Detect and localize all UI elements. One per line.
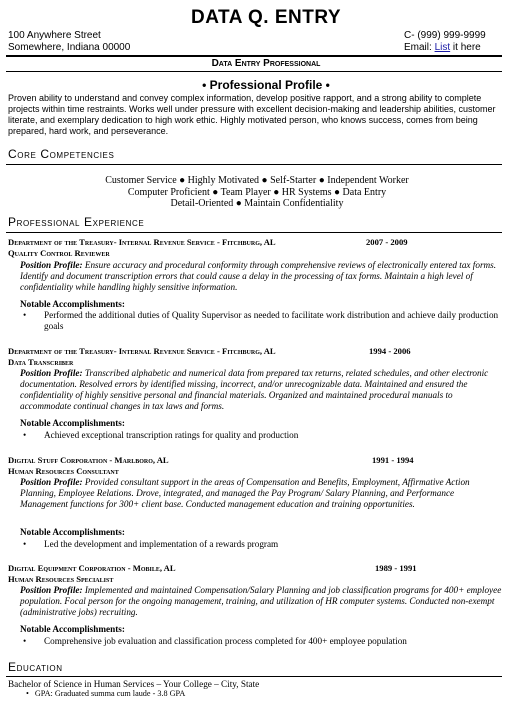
degree-line: Bachelor of Science in Human Services – Your College – City, State bbox=[8, 679, 260, 689]
profile-summary: Proven ability to understand and convey complex information, develop positive rapport, and a strong ability to complete projects within time restraints. Works well under pressure with excellent decision-making and leadership abilities, customer literate, and exemplary dedication to high work ethic. Highly motivated person, who knows success, comes from being prepared, hard work, and perseverance. bbox=[8, 93, 496, 136]
job-employer: Department of the Treasury- Internal Revenue Service - Fitchburg, AL bbox=[8, 237, 276, 247]
competencies-line: Computer Proficient ● Team Player ● HR Systems ● Data Entry bbox=[127, 186, 387, 198]
notable-accomplishments-label: Notable Accomplishments: bbox=[20, 418, 125, 428]
city-state-zip: Somewhere, Indiana 00000 bbox=[8, 42, 131, 53]
competencies-line: Detail-Oriented ● Maintain Confidentiality bbox=[170, 198, 344, 210]
competencies-divider bbox=[6, 164, 502, 165]
job-title: Quality Control Reviewer bbox=[8, 248, 110, 258]
accomplishment-item bbox=[20, 636, 504, 647]
accomplishment-text: Comprehensive job evaluation and classification process completed for 400+ employee population bbox=[44, 636, 407, 646]
position-profile-label: Position Profile: bbox=[20, 585, 83, 595]
position-profile-label: Position Profile: bbox=[20, 477, 83, 487]
header-divider-bottom bbox=[6, 71, 502, 72]
job-employer: Department of the Treasury- Internal Revenue Service - Fitchburg, AL bbox=[8, 346, 276, 356]
experience-divider bbox=[6, 232, 502, 233]
bullet-icon: • bbox=[23, 430, 27, 440]
job-employer: Digital Equipment Corporation - Mobile, AL bbox=[8, 563, 176, 573]
position-profile-text: Ensure accuracy and procedural conformity through comprehensive reviews of electronically entered tax forms. Identify and document transcription errors that could cause a delay in the processing of tax forms. Maintain a high level of confidentiality while handling highly sensitive information. bbox=[20, 260, 497, 292]
education-divider bbox=[6, 676, 502, 677]
notable-accomplishments-label: Notable Accomplishments: bbox=[20, 299, 125, 309]
email-line bbox=[404, 42, 486, 54]
bullet-icon: • bbox=[23, 636, 27, 646]
email-link[interactable]: List bbox=[434, 42, 451, 53]
experience-heading: Professional Experience bbox=[8, 215, 145, 229]
email-label: Email: bbox=[404, 42, 432, 53]
job-dates: 1991 - 1994 bbox=[372, 455, 414, 465]
position-profile-label: Position Profile: bbox=[20, 260, 83, 270]
header-divider-top bbox=[6, 55, 502, 57]
job-title: Human Resources Consultant bbox=[8, 466, 119, 476]
position-profile-text: Provided consultant support in the areas of Compensation and Benefits, Employment, Affirmative Action Planning, Employee Relations. Drove, integrated, and managed the Pay Program/ Salary Planning, and Performance Management functions for 300+ client base. Conducted management education and training opportunities. bbox=[20, 477, 470, 509]
accomplishment-item bbox=[20, 430, 504, 441]
notable-accomplishments-label: Notable Accomplishments: bbox=[20, 527, 125, 537]
phone-number: C- (999) 999-9999 bbox=[404, 30, 486, 41]
accomplishment-text: Led the development and implementation of a rewards program bbox=[44, 539, 279, 549]
accomplishment-text: Achieved exceptional transcription ratings for quality and production bbox=[44, 430, 299, 440]
position-profile-label: Position Profile: bbox=[20, 368, 83, 378]
email-suffix: it here bbox=[452, 42, 481, 53]
job-title: Human Resources Specialist bbox=[8, 574, 114, 584]
job-position-profile bbox=[20, 368, 504, 412]
competencies-line: Customer Service ● Highly Motivated ● Self-Starter ● Independent Worker bbox=[105, 175, 409, 186]
competencies-heading: Core Competencies bbox=[8, 147, 115, 161]
job-employer: Digital Stuff Corporation - Marlboro, AL bbox=[8, 455, 169, 465]
competencies-list bbox=[0, 175, 514, 210]
bullet-icon: • bbox=[23, 310, 27, 320]
education-heading: Education bbox=[8, 660, 63, 674]
job-position-profile bbox=[20, 260, 504, 293]
notable-accomplishments-label: Notable Accomplishments: bbox=[20, 624, 125, 634]
bullet-icon: • bbox=[26, 689, 29, 698]
job-position-profile bbox=[20, 477, 504, 510]
position-profile-text: Transcribed alphabetic and numerical data from prepared tax returns, related schedules, and other electronic documentation. Resolved errors by identified missing, incorrect, and/or unrecognizable data. Maintained and ensured the confidentiality of highly sensitive personal and financial materials. Organized and maintained procedural manuals to accommodate continual changes in tax laws and forms. bbox=[20, 368, 489, 411]
job-dates: 2007 - 2009 bbox=[366, 237, 408, 247]
gpa-text: GPA: Graduated summa cum laude - 3.8 GPA bbox=[34, 689, 186, 698]
contact-block bbox=[404, 30, 486, 54]
accomplishment-text: Performed the additional duties of Quality Supervisor as needed to facilitate work distribution and achieve daily production goals bbox=[44, 310, 499, 331]
profile-heading: • Professional Profile • bbox=[202, 78, 330, 92]
job-dates: 1994 - 2006 bbox=[369, 346, 411, 356]
professional-title: Data Entry Professional bbox=[211, 58, 321, 69]
address-block bbox=[8, 30, 130, 54]
accomplishment-item bbox=[20, 310, 504, 332]
street-address: 100 Anywhere Street bbox=[8, 30, 101, 41]
job-title: Data Transcriber bbox=[8, 357, 74, 367]
position-profile-text: Implemented and maintained Compensation/Salary Planning and job classification programs for 400+ employee population. Focal person for the ongoing management, training, and utilization of HR computer systems. Conducted non-exempt (administrative jobs) recruiting. bbox=[20, 585, 502, 617]
job-dates: 1989 - 1991 bbox=[375, 563, 417, 573]
accomplishment-item bbox=[20, 539, 504, 550]
job-position-profile bbox=[20, 585, 504, 618]
bullet-icon: • bbox=[23, 539, 27, 549]
candidate-name: DATA Q. ENTRY bbox=[190, 7, 342, 28]
gpa-line bbox=[26, 689, 185, 698]
